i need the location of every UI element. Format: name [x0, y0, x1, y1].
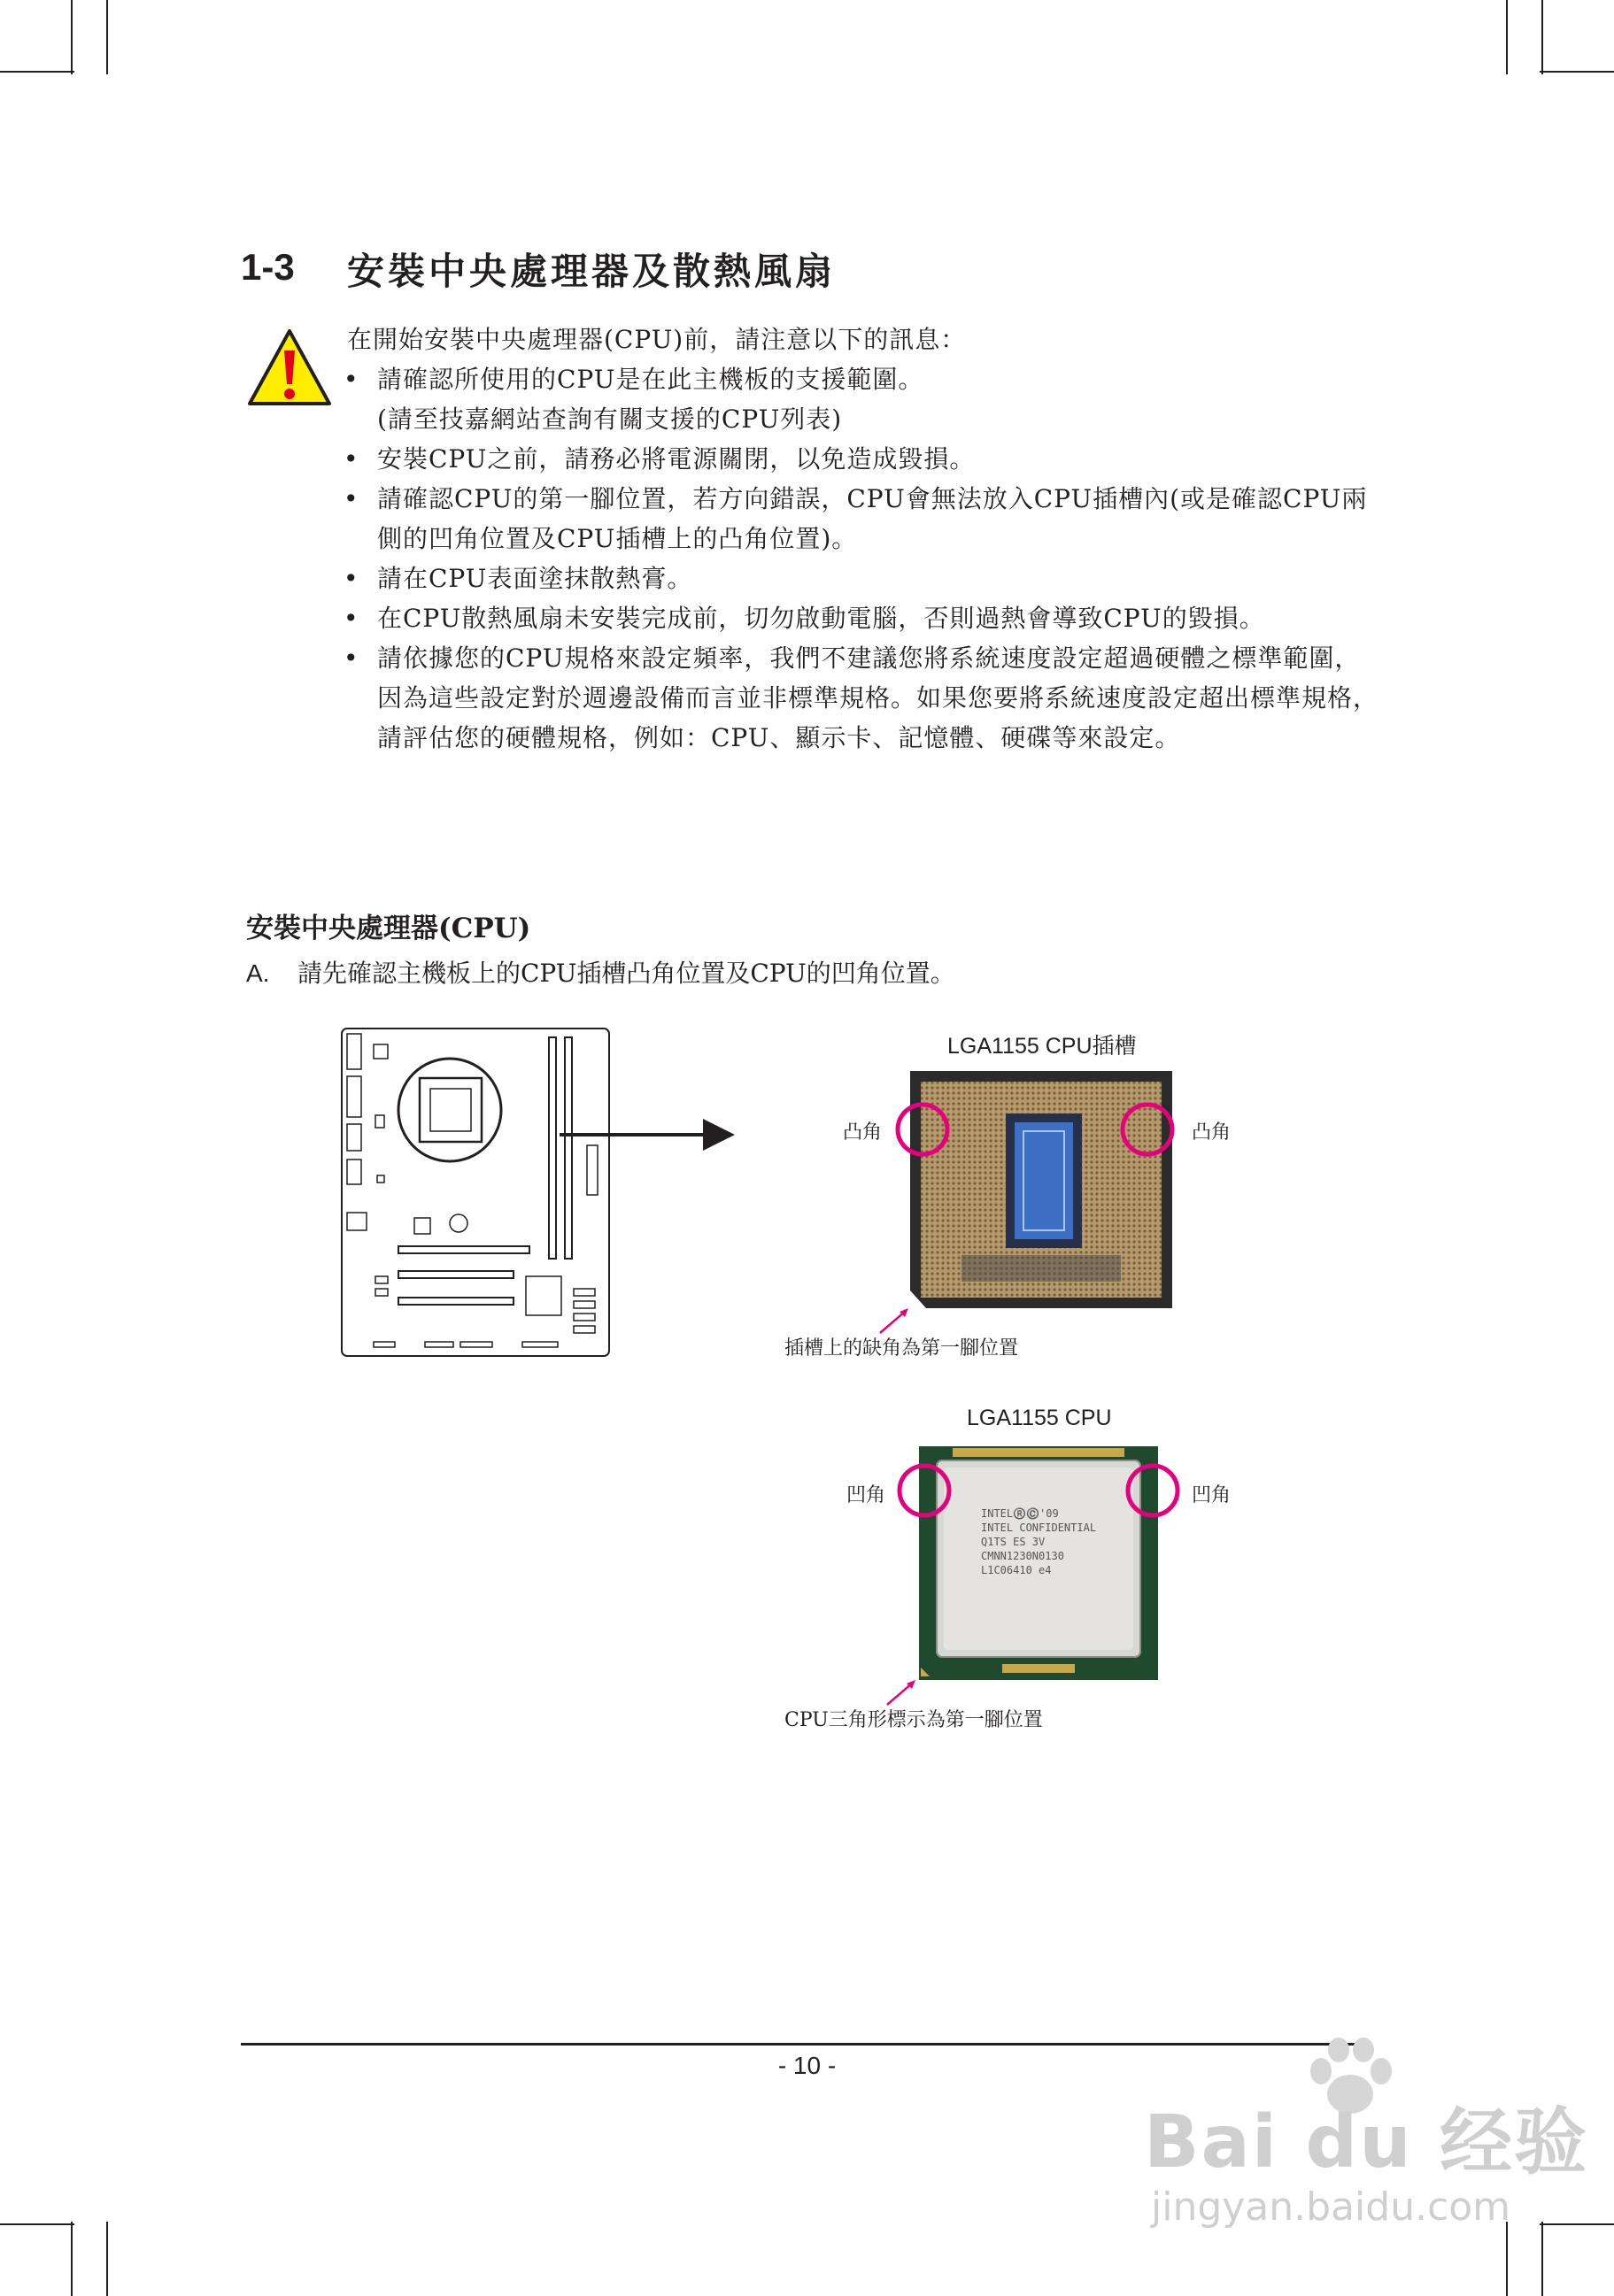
crop-mark [1540, 71, 1614, 73]
socket-title: LGA1155 CPU插槽 [947, 1034, 1137, 1059]
section-title: 安裝中央處理器及散熱風扇 [347, 250, 837, 293]
subsection-title: 安裝中央處理器(CPU) [246, 913, 531, 944]
cpu-marking-line: L1C06410 e4 [981, 1564, 1052, 1576]
list-item: • 請確認所使用的CPU是在此主機板的支援範圍。 [344, 359, 1384, 399]
cpu-title: LGA1155 CPU [967, 1406, 1112, 1430]
crop-mark [1506, 0, 1508, 74]
socket-right-label: 凸角 [1192, 1121, 1232, 1144]
step-a [246, 954, 955, 990]
list-item: • 請在CPU表面塗抹散熱膏。 [344, 559, 1384, 598]
highlight-circle [894, 1101, 951, 1158]
highlight-circle [1119, 1101, 1176, 1158]
crop-mark [71, 0, 73, 74]
crop-mark [106, 0, 108, 74]
crop-mark [0, 71, 74, 73]
cpu-marking-line: INTEL®️©️'09 [981, 1507, 1059, 1520]
page-number: - 10 - [777, 2052, 837, 2079]
cpu-marking [981, 1506, 1096, 1577]
list-item: • 請確認CPU的第一腳位置，若方向錯誤，CPU會無法放入CPU插槽內(或是確認CPU兩側的凹角位置及CPU插槽上的凸角位置)。 [344, 479, 1384, 559]
footer-rule [241, 2043, 1369, 2046]
warning-intro: 在開始安裝中央處理器(CPU)前，請注意以下的訊息： [347, 325, 967, 354]
cpu-right-label: 凹角 [1192, 1484, 1232, 1506]
socket-caption: 插槽上的缺角為第一腳位置 [784, 1337, 1019, 1360]
list-item: • 請依據您的CPU規格來設定頻率，我們不建議您將系統速度設定超過硬體之標準範圍，因為這些設定對於週邊設備而言並非標準規格。如果您要將系統速度設定超出標準規格，請評估您的硬體規格，例如：CPU、顯示卡、記憶體、硬碟等來設定。 [344, 638, 1384, 758]
watermark-url: jingyan.baidu.com [1151, 2184, 1511, 2230]
watermark-brand: Bai du 经验 [1144, 2100, 1589, 2184]
crop-mark [1541, 2222, 1543, 2296]
list-item-continuation: (請至技嘉網站查詢有關支援的CPU列表) [377, 404, 843, 434]
warning-icon [246, 327, 333, 409]
cpu-caption: CPU三角形標示為第一腳位置 [784, 1709, 1043, 1731]
pointer-arrow-icon [884, 1678, 919, 1708]
cpu-marking-line: INTEL CONFIDENTIAL [981, 1522, 1097, 1534]
crop-mark [71, 2222, 73, 2296]
crop-mark [1506, 2222, 1508, 2296]
cpu-marking-line: Q1TS ES 3V [981, 1536, 1046, 1548]
crop-mark [1541, 0, 1543, 74]
crop-mark [106, 2222, 108, 2296]
cpu-left-label: 凹角 [846, 1484, 886, 1506]
step-label: A. [246, 959, 270, 987]
highlight-circle [896, 1462, 953, 1519]
pointer-arrow-icon [877, 1306, 912, 1337]
crop-mark [0, 2223, 74, 2225]
arrow-right-icon [560, 1117, 737, 1152]
highlight-circle [1124, 1462, 1181, 1519]
warning-list [344, 359, 1384, 758]
section-number: 1-3 [241, 246, 295, 288]
list-item: • 在CPU散熱風扇未安裝完成前，切勿啟動電腦，否則過熱會導致CPU的毀損。 [344, 598, 1384, 638]
list-item: • 安裝CPU之前，請務必將電源關閉，以免造成毀損。 [344, 439, 1384, 479]
motherboard-diagram [340, 1027, 611, 1358]
step-text: 請先確認主機板上的CPU插槽凸角位置及CPU的凹角位置。 [297, 959, 955, 988]
socket-left-label: 凸角 [843, 1121, 883, 1144]
cpu-marking-line: CMNN1230N0130 [981, 1550, 1064, 1562]
crop-mark [1540, 2223, 1614, 2225]
